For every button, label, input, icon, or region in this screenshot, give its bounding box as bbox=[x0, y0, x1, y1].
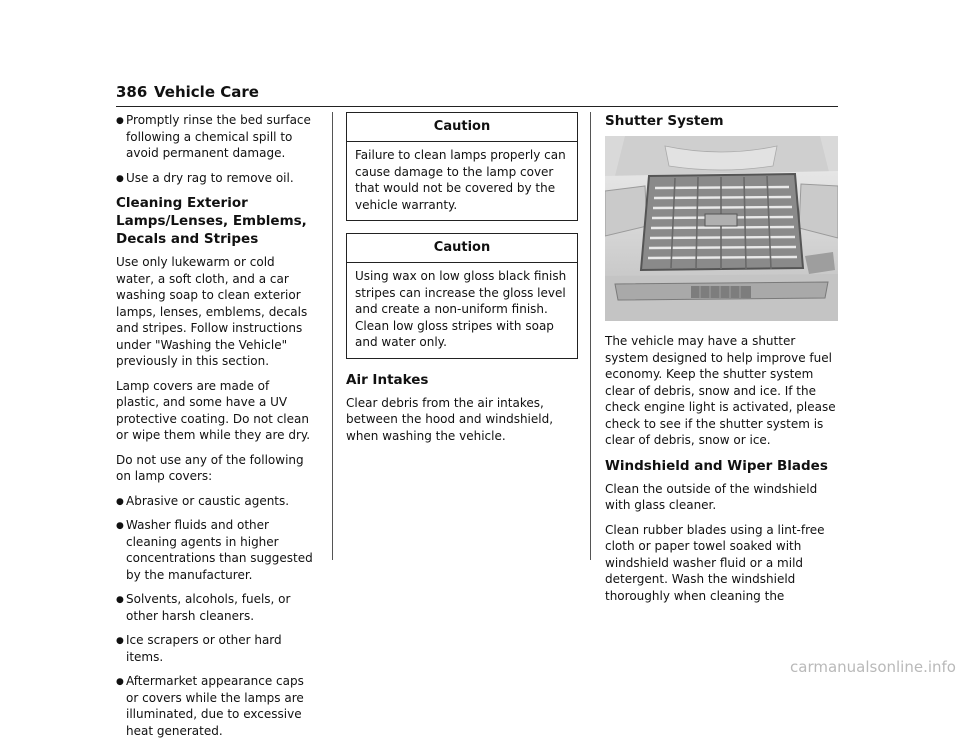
caution-box-wax bbox=[346, 233, 578, 359]
paragraph: Clean rubber blades using a lint-free cloth or paper towel soaked with windshield washer fluid or a mild detergent. Wash the windshield thoroughly when cleaning the bbox=[605, 522, 825, 603]
intro-bullet-list bbox=[116, 112, 316, 186]
list-item: ● Promptly rinse the bed surface following a chemical spill to avoid permanent damage. bbox=[116, 113, 311, 160]
list-item: ● Use a dry rag to remove oil. bbox=[116, 170, 316, 187]
page-number: 386 bbox=[116, 83, 148, 101]
paragraph: Clean the outside of the windshield with glass cleaner. bbox=[605, 481, 818, 512]
heading-shutter-system: Shutter System bbox=[605, 113, 724, 129]
heading-cleaning-lamps: Cleaning Exterior Lamps/Lenses, Emblems, Decals and Stripes bbox=[116, 195, 307, 247]
list-item: ● Washer fluids and other cleaning agents in higher concentrations than suggested by the manufacturer. bbox=[116, 518, 313, 582]
list-item: ● Ice scrapers or other hard items. bbox=[116, 633, 282, 664]
bullet-icon: ● bbox=[116, 521, 124, 531]
list-item: ● Abrasive or caustic agents. bbox=[116, 493, 316, 510]
paragraph: Lamp covers are made of plastic, and some have a UV protective coating. Do not clean or wipe them while they are dry. bbox=[116, 378, 311, 442]
paragraph: The vehicle may have a shutter system designed to help improve fuel economy. Keep the shutter system clear of debris, snow and ice. If the check engine light is activated, please check to see if the shutter system is clear of debris, snow or ice. bbox=[605, 334, 836, 447]
heading-air-intakes: Air Intakes bbox=[346, 371, 429, 388]
page-header bbox=[116, 80, 838, 107]
bullet-icon: ● bbox=[116, 116, 124, 126]
column-divider-right bbox=[590, 112, 591, 560]
column-left bbox=[116, 112, 316, 747]
paragraph: Use only lukewarm or cold water, a soft cloth, and a car washing soap to clean exterior lamps, lenses, emblems, decals and stripes. Follow instructions under "Washing the Vehicle" previously in this section. bbox=[116, 255, 308, 368]
column-middle bbox=[346, 112, 578, 452]
column-right bbox=[605, 112, 838, 612]
section-title: Vehicle Care bbox=[154, 83, 259, 101]
watermark: carmanualsonline.info bbox=[790, 658, 956, 676]
column-divider-left bbox=[332, 112, 333, 560]
truck-front-grille-image bbox=[605, 136, 838, 321]
caution-title: Caution bbox=[347, 234, 577, 263]
bullet-icon: ● bbox=[116, 636, 124, 646]
bullet-icon: ● bbox=[116, 595, 124, 605]
caution-body: Failure to clean lamps properly can cause damage to the lamp cover that would not be covered by the vehicle warranty. bbox=[355, 148, 566, 212]
caution-body: Using wax on low gloss black finish stripes can increase the gloss level and create a non-uniform finish. Clean low gloss stripes with soap and water only. bbox=[355, 269, 567, 349]
list-item: ● Aftermarket appearance caps or covers while the lamps are illuminated, due to excessive heat generated. bbox=[116, 674, 304, 738]
paragraph: Do not use any of the following on lamp covers: bbox=[116, 452, 304, 483]
bullet-icon: ● bbox=[116, 173, 124, 184]
heading-windshield-wiper: Windshield and Wiper Blades bbox=[605, 457, 828, 474]
caution-box-lamps bbox=[346, 112, 578, 221]
paragraph: Clear debris from the air intakes, between the hood and windshield, when washing the vehicle. bbox=[346, 395, 554, 443]
donts-bullet-list bbox=[116, 493, 316, 740]
list-item: ● Solvents, alcohols, fuels, or other harsh cleaners. bbox=[116, 592, 291, 623]
caution-title: Caution bbox=[347, 113, 577, 142]
bullet-icon: ● bbox=[116, 677, 124, 687]
bullet-icon: ● bbox=[116, 496, 124, 507]
